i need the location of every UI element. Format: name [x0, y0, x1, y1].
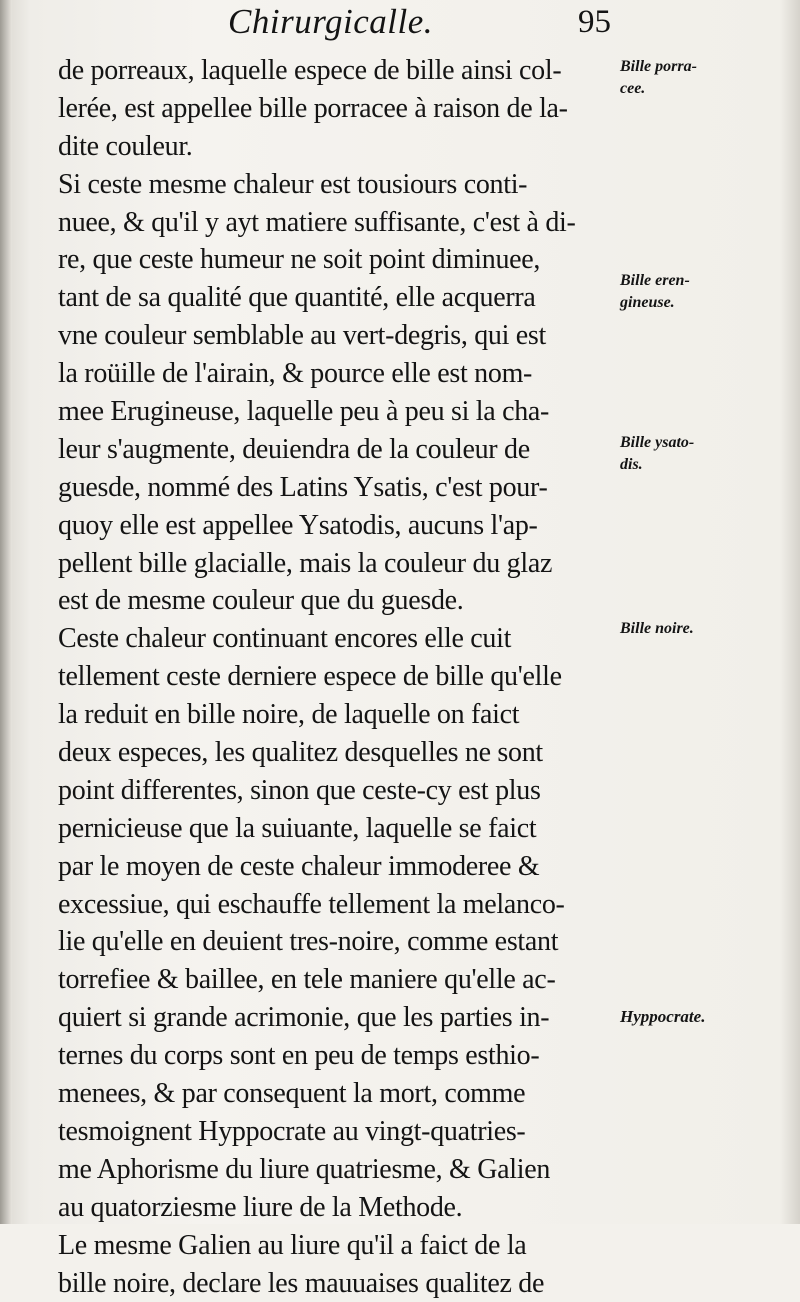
- text-line: de porreaux, laquelle espece de bille ainsi col-: [58, 52, 622, 90]
- margin-note-bille-porracee: [620, 56, 697, 100]
- margin-note-line: cee.: [620, 78, 697, 100]
- text-line: excessiue, qui eschauffe tellement la melanco-: [58, 886, 622, 924]
- body-text: [58, 52, 622, 1302]
- running-head: Chirurgicalle.: [228, 2, 433, 42]
- text-line: la reduit en bille noire, de laquelle on faict: [58, 696, 622, 734]
- text-line: pellent bille glacialle, mais la couleur du glaz: [58, 545, 622, 583]
- text-line: est de mesme couleur que du guesde.: [58, 582, 622, 620]
- margin-note-bille-ysatodis: [620, 432, 694, 476]
- marginal-notes: [620, 0, 795, 1224]
- margin-note-line: Hyppocrate.: [620, 1006, 705, 1028]
- page-number: 95: [578, 4, 611, 41]
- text-line: pernicieuse que la suiuante, laquelle se faict: [58, 810, 622, 848]
- text-line: lerée, est appellee bille porracee à raison de la-: [58, 90, 622, 128]
- margin-note-bille-erengineuse: [620, 270, 690, 314]
- text-line: ternes du corps sont en peu de temps esthio-: [58, 1037, 622, 1075]
- text-line: re, que ceste humeur ne soit point diminuee,: [58, 241, 622, 279]
- margin-note-hyppocrate: [620, 1006, 705, 1028]
- text-line: menees, & par consequent la mort, comme: [58, 1075, 622, 1113]
- text-line: point differentes, sinon que ceste-cy est plus: [58, 772, 622, 810]
- text-line: par le moyen de ceste chaleur immoderee &: [58, 848, 622, 886]
- text-line: Si ceste mesme chaleur est tousiours conti-: [58, 166, 622, 204]
- text-line: tant de sa qualité que quantité, elle acquerra: [58, 279, 622, 317]
- text-line: leur s'augmente, deuiendra de la couleur de: [58, 431, 622, 469]
- margin-note-bille-noire: [620, 618, 694, 640]
- text-line: me Aphorisme du liure quatriesme, & Galien: [58, 1151, 622, 1189]
- text-line: tellement ceste derniere espece de bille qu'elle: [58, 658, 622, 696]
- text-line: torrefiee & baillee, en tele maniere qu'elle ac-: [58, 961, 622, 999]
- text-line: nuee, & qu'il y ayt matiere suffisante, c'est à di-: [58, 204, 622, 242]
- text-line: dite couleur.: [58, 128, 622, 166]
- text-line: guesde, nommé des Latins Ysatis, c'est pour-: [58, 469, 622, 507]
- margin-note-line: Bille ysato-: [620, 432, 694, 454]
- text-line: la roüille de l'airain, & pource elle est nom-: [58, 355, 622, 393]
- text-line: Ceste chaleur continuant encores elle cuit: [58, 620, 622, 658]
- margin-note-line: Bille noire.: [620, 618, 694, 640]
- text-line: mee Erugineuse, laquelle peu à peu si la cha-: [58, 393, 622, 431]
- margin-note-line: gineuse.: [620, 292, 690, 314]
- text-line: quoy elle est appellee Ysatodis, aucuns l'ap-: [58, 507, 622, 545]
- page-gutter-shadow: [0, 0, 12, 1224]
- text-line: quiert si grande acrimonie, que les parties in-: [58, 999, 622, 1037]
- text-line: tesmoignent Hyppocrate au vingt-quatries-: [58, 1113, 622, 1151]
- text-line: deux especes, les qualitez desquelles ne sont: [58, 734, 622, 772]
- text-line: Le mesme Galien au liure qu'il a faict de la: [58, 1227, 622, 1265]
- text-line: vne couleur semblable au vert-degris, qui est: [58, 317, 622, 355]
- text-line: au quatorziesme liure de la Methode.: [58, 1189, 622, 1227]
- text-line: bille noire, declare les mauuaises qualitez de: [58, 1265, 622, 1302]
- margin-note-line: dis.: [620, 454, 694, 476]
- margin-note-line: Bille porra-: [620, 56, 697, 78]
- text-line: lie qu'elle en deuient tres-noire, comme estant: [58, 923, 622, 961]
- margin-note-line: Bille eren-: [620, 270, 690, 292]
